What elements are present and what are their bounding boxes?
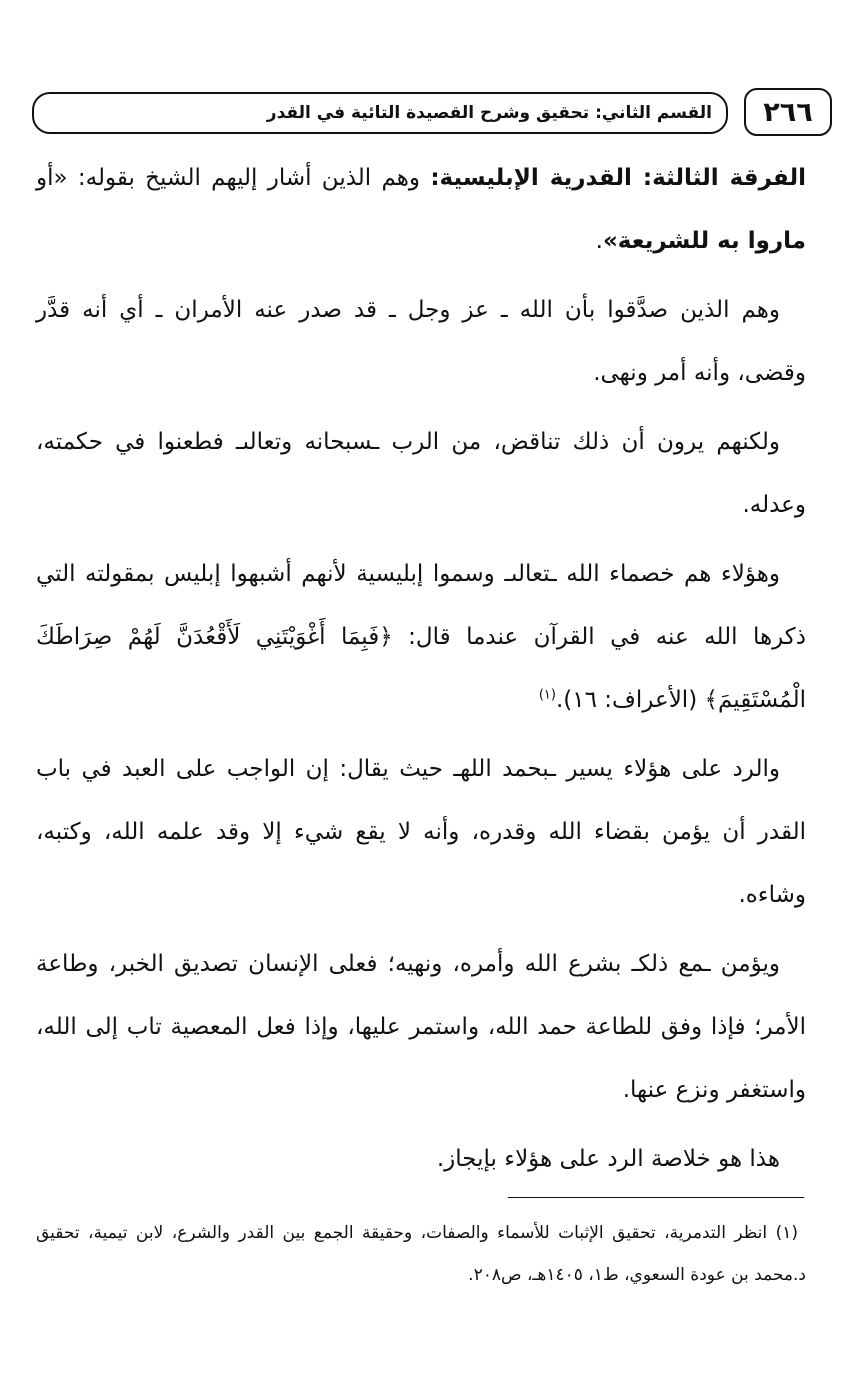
footnote-1: (١) انظر التدمرية، تحقيق الإثبات للأسماء والصفات، وحقيقة الجمع بين القدر والشرع، لابن تيمية، تحقيق د.محمد بن عودة السعوي، ط١، ١٤٠٥هـ، ص٢٠٨. <box>36 1223 806 1285</box>
footnotes <box>36 1212 806 1296</box>
paragraph-3: ولكنهم يرون أن ذلك تناقض، من الرب ـسبحانه وتعالىـ فطعنوا في حكمته، وعدله. <box>36 429 806 518</box>
p4-text: وهؤلاء هم خصماء الله ـتعالىـ وسموا إبليسية لأنهم أشبهوا إبليس بمقولته التي ذكرها الله عنه في القرآن عندما قال: ﴿فَبِمَا أَغْوَيْتَنِي لَأَقْعُدَنَّ لَهُمْ صِرَاطَكَ الْمُسْتَقِيمَ﴾ (الأعراف: ١٦). <box>36 561 806 713</box>
sect-heading: الفرقة الثالثة: القدرية الإبليسية: <box>430 165 806 191</box>
footnote-divider <box>508 1197 804 1198</box>
paragraph-1 <box>36 147 806 273</box>
paragraph-7: هذا هو خلاصة الرد على هؤلاء بإيجاز. <box>436 1146 780 1172</box>
paragraph-2: وهم الذين صدَّقوا بأن الله ـ عز وجل ـ قد صدر عنه الأمران ـ أي أنه قدَّر وقضى، وأنه أمر ونهى. <box>36 297 806 386</box>
p1-quote: ماروا به للشريعة» <box>602 228 806 254</box>
paragraph-6: ويؤمن ـمع ذلكـ بشرع الله وأمره، ونهيه؛ فعلى الإنسان تصديق الخبر، وطاعة الأمر؛ فإذا وفق للطاعة حمد الله، واستمر عليها، وإذا فعل المعصية تاب إلى الله، واستغفر ونزع عنها. <box>36 951 806 1103</box>
paragraph-5: والرد على هؤلاء يسير ـبحمد اللهـ حيث يقال: إن الواجب على العبد في باب القدر أن يؤمن بقضاء الله وقدره، وأنه لا يقع شيء إلا وقد علمه الله، وكتبه، وشاءه. <box>36 756 806 908</box>
page-number: ٢٦٦ <box>744 88 832 136</box>
page-header <box>32 88 832 138</box>
p1-end: . <box>595 228 603 254</box>
p1-text: وهم الذين أشار إليهم الشيخ بقوله: «أو <box>36 165 431 191</box>
running-title: القسم الثاني: تحقيق وشرح القصيدة التائية في القدر <box>32 92 728 134</box>
paragraph-4 <box>36 543 806 732</box>
footnote-ref[interactable]: (١) <box>538 687 556 703</box>
main-text <box>36 147 806 1197</box>
